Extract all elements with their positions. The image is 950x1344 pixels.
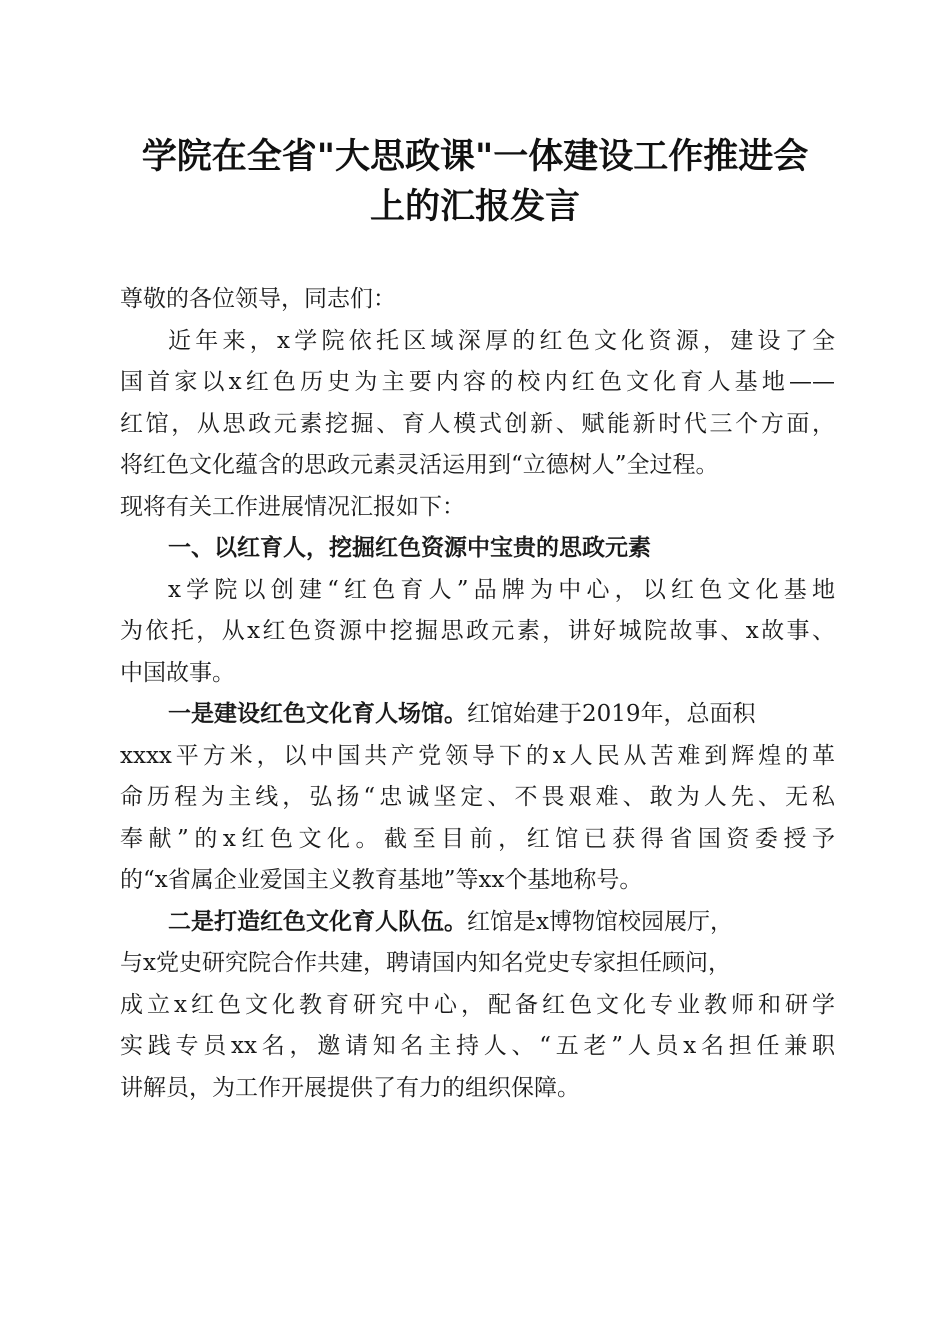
- title-line-1: 学院在全省"大思政课"一体建设工作推进会: [141, 136, 809, 177]
- text-line: 国首家以x红色历史为主要内容的校内红色文化育人基地——: [120, 369, 835, 395]
- text-line: 红馆，从思政元素挖掘、育人模式创新、赋能新时代三个方面，: [120, 410, 835, 437]
- text-line: 命历程为主线，弘扬“忠诚坚定、不畏艰难、敢为人先、无私: [120, 784, 835, 810]
- document-body: [120, 279, 835, 1109]
- section-heading: 一、以红育人，挖掘红色资源中宝贵的思政元素: [168, 535, 651, 561]
- text-line: 奉献”的x红色文化。截至目前，红馆已获得省国资委授予: [120, 825, 835, 852]
- document-title: [100, 132, 850, 232]
- text-line: 与x党史研究院合作共建，聘请国内知名党史专家担任顾问，: [120, 950, 731, 976]
- lead-phrase: 二是打造红色文化育人队伍。: [168, 908, 467, 935]
- salutation-line: 尊敬的各位领导，同志们：: [120, 286, 396, 312]
- text-line: 成立x红色文化教育研究中心，配备红色文化专业教师和研学: [120, 991, 835, 1018]
- text-line: 近年来，x学院依托区域深厚的红色文化资源，建设了全: [168, 327, 835, 354]
- text-line: 的“x省属企业爱国主义教育基地”等xx个基地称号。: [120, 867, 643, 893]
- title-line-2: 上的汇报发言: [369, 186, 580, 227]
- text-line: x学院以创建“红色育人”品牌为中心，以红色文化基地: [168, 576, 835, 603]
- text-segment: 红馆始建于2019年，总面积: [467, 701, 756, 727]
- text-line: xxxx平方米，以中国共产党领导下的x人民从苦难到辉煌的革: [120, 742, 835, 769]
- lead-phrase: 一是建设红色文化育人场馆。: [168, 701, 467, 727]
- text-line: 中国故事。: [120, 659, 235, 686]
- text-line: 将红色文化蕴含的思政元素灵活运用到“立德树人”全过程。: [120, 452, 719, 478]
- text-line: 讲解员，为工作开展提供了有力的组织保障。: [120, 1074, 580, 1101]
- text-line-with-lead: [120, 694, 835, 736]
- text-segment: 红馆是x博物馆校园展厅，: [467, 908, 733, 935]
- text-line-with-lead: [120, 902, 835, 944]
- text-line: 为依托，从x红色资源中挖掘思政元素，讲好城院故事、x故事、: [120, 618, 835, 644]
- text-line: 现将有关工作进展情况汇报如下：: [120, 493, 465, 520]
- text-line: 实践专员xx名，邀请知名主持人、“五老”人员x名担任兼职: [120, 1033, 835, 1059]
